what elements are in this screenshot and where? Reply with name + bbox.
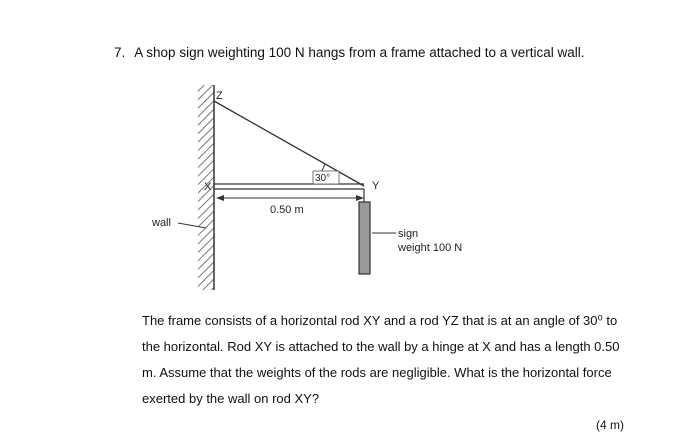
question-number: 7. (114, 45, 126, 60)
label-z: Z (216, 90, 223, 102)
dimension-arrow-left (216, 195, 224, 201)
wall-label: wall (152, 217, 171, 229)
sign-label: sign (398, 228, 419, 240)
angle-label: 30° (315, 173, 331, 184)
weight-label: weight 100 N (398, 242, 463, 254)
label-x: X (204, 181, 212, 193)
problem-line: exerted by the wall on rod XY? (142, 391, 320, 406)
question-text: A shop sign weighting 100 N hangs from a frame attached to a vertical wall. (134, 45, 585, 60)
dimension-arrow-right (356, 195, 364, 201)
problem-line: the horizontal. Rod XY is attached to the wall by a hinge at X and has a length 0.50 (142, 339, 620, 354)
sign-board (359, 202, 370, 274)
problem-line: m. Assume that the weights of the rods are negligible. What is the horizontal force (142, 365, 612, 380)
marks-label: (4 m) (596, 418, 624, 432)
label-y: Y (372, 180, 380, 192)
length-label: 0.50 m (270, 204, 304, 216)
rod-yz (214, 101, 364, 186)
problem-line: The frame consists of a horizontal rod XY and a rod YZ that is at an angle of 30⁰ to (142, 313, 618, 328)
problem-text (142, 308, 662, 412)
